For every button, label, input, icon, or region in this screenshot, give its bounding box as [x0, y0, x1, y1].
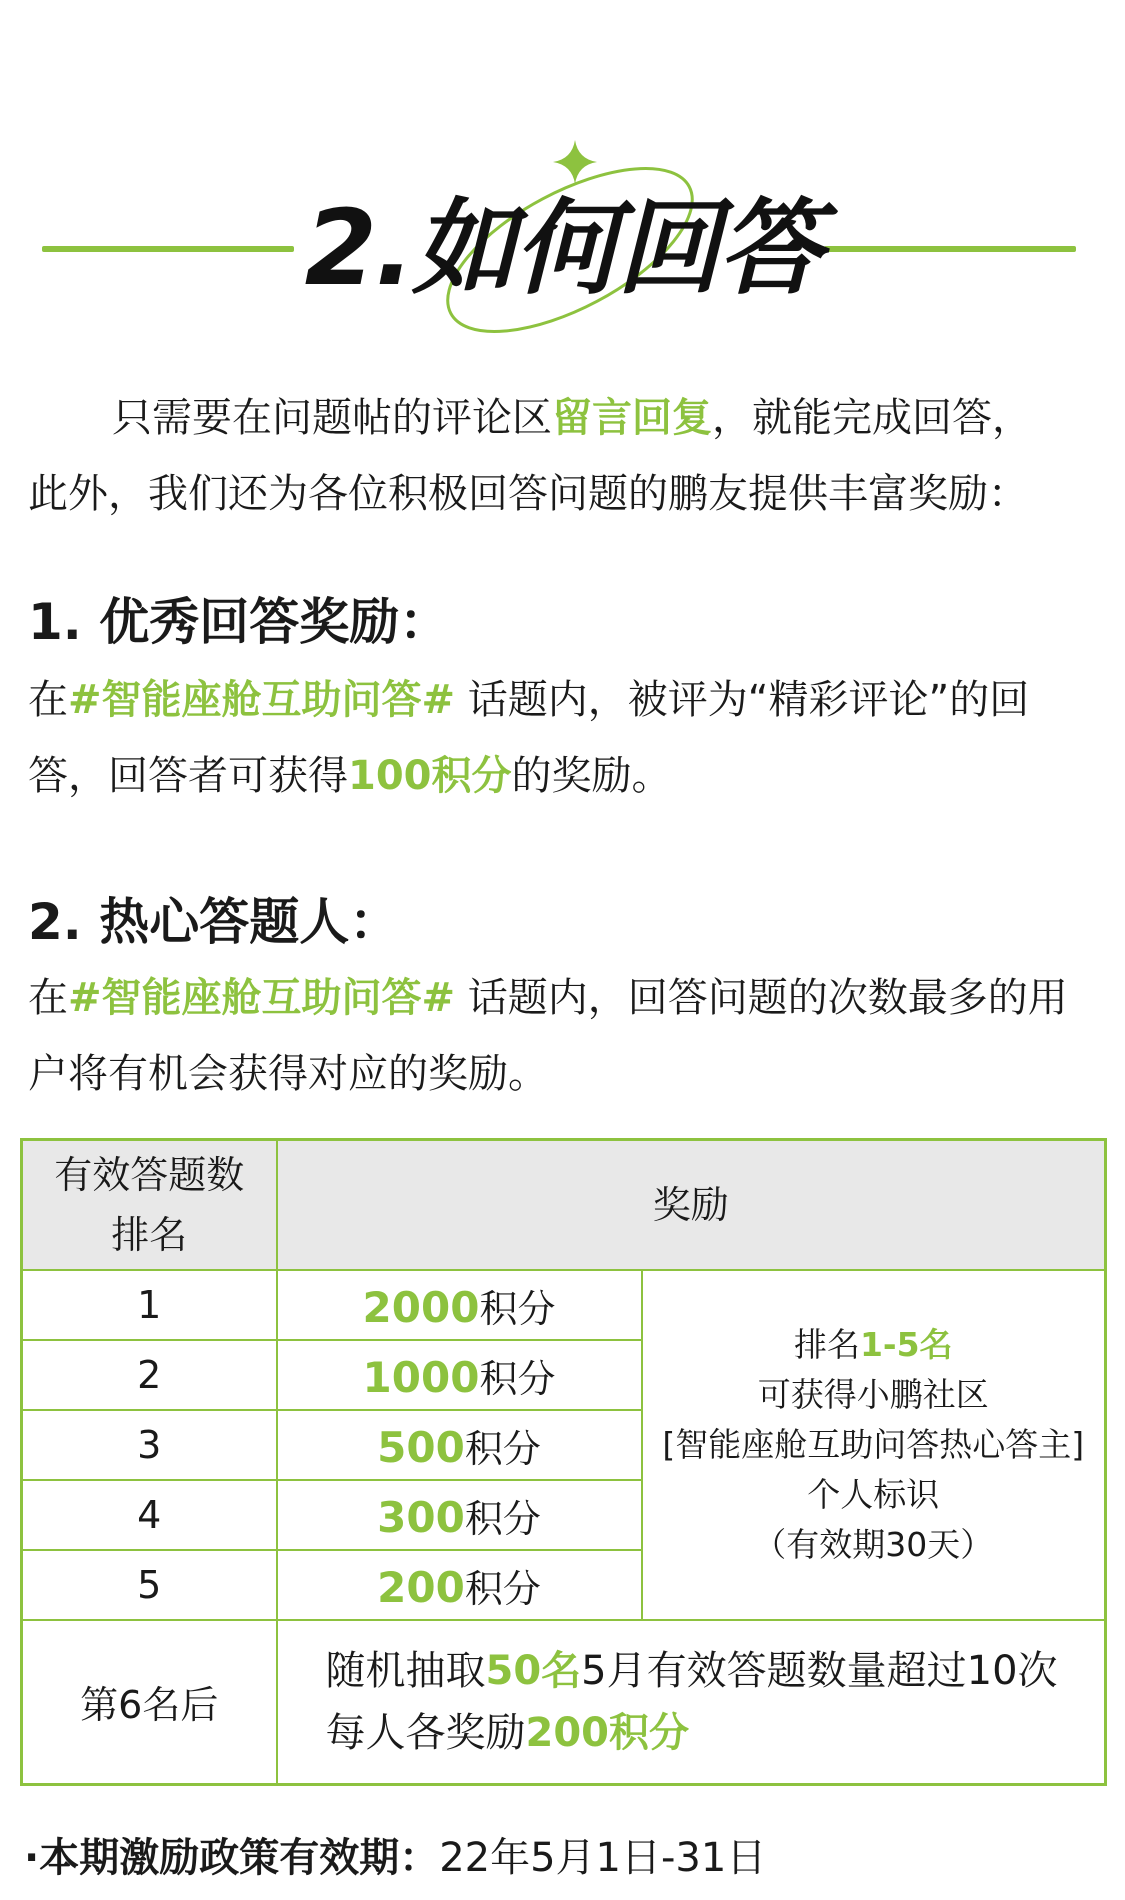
section-1-mid: 话题内，被评为“精彩评论”的回: [455, 677, 1030, 723]
points-cell: 1000积分: [277, 1340, 642, 1410]
validity-value: 22年5月1日-31日: [439, 1835, 767, 1881]
points-cell: 500积分: [277, 1410, 642, 1480]
rank-1-5-reward-cell: 排名1-5名 可获得小鹏社区 [智能座舱互助问答热心答主] 个人标识 （有效期30天）: [642, 1270, 1106, 1620]
reward-table: [20, 1138, 1107, 1786]
table-row: [22, 1270, 1106, 1340]
rank-cell: 2: [22, 1340, 277, 1410]
intro-highlight: 留言回复: [552, 395, 712, 441]
section-1-paragraph: [28, 662, 1098, 814]
section-2-title: 2. 热心答题人：: [28, 893, 400, 951]
points-cell: 300积分: [277, 1480, 642, 1550]
points-cell: 2000积分: [277, 1270, 642, 1340]
rank-cell: 5: [22, 1550, 277, 1620]
section-1-topic-link[interactable]: #智能座舱互助问答#: [68, 677, 456, 723]
section-2-line2: 户将有机会获得对应的奖励。: [28, 1051, 548, 1097]
rank-cell: 4: [22, 1480, 277, 1550]
intro-line-2: 此外，我们还为各位积极回答问题的鹏友提供丰富奖励：: [28, 471, 1028, 517]
random-draw-reward-cell: 随机抽取50名5月有效答题数量超过10次 每人各奖励200积分: [277, 1620, 1106, 1784]
rank-cell: 1: [22, 1270, 277, 1340]
header-rank: 有效答题数 排名: [22, 1140, 277, 1271]
page-title: 2.如何回答: [304, 187, 821, 309]
section-1-pre: 在: [28, 677, 68, 723]
section-2-paragraph: [28, 960, 1098, 1112]
intro-paragraph: [28, 380, 1098, 532]
section-1-line2-pre: 答，回答者可获得: [28, 753, 348, 799]
table-row-last: [22, 1620, 1106, 1784]
intro-text-1: 只需要在问题帖的评论区: [112, 395, 552, 441]
intro-text-2: ，就能完成回答，: [712, 395, 1032, 441]
section-2-topic-link[interactable]: #智能座舱互助问答#: [68, 975, 456, 1021]
points-cell: 200积分: [277, 1550, 642, 1620]
rank-cell-after-6: 第6名后: [22, 1620, 277, 1784]
section-1-line2-post: 的奖励。: [511, 753, 672, 799]
header-reward: 奖励: [277, 1140, 1106, 1271]
section-1-points: 100积分: [348, 753, 512, 799]
table-header-row: [22, 1140, 1106, 1271]
section-1-title: 1. 优秀回答奖励：: [28, 593, 450, 651]
validity-label: ·本期激励政策有效期：: [24, 1835, 440, 1881]
section-2-pre: 在: [28, 975, 68, 1021]
validity-period: [24, 1828, 766, 1888]
section-2-mid: 话题内，回答问题的次数最多的用: [455, 975, 1068, 1021]
rank-cell: 3: [22, 1410, 277, 1480]
